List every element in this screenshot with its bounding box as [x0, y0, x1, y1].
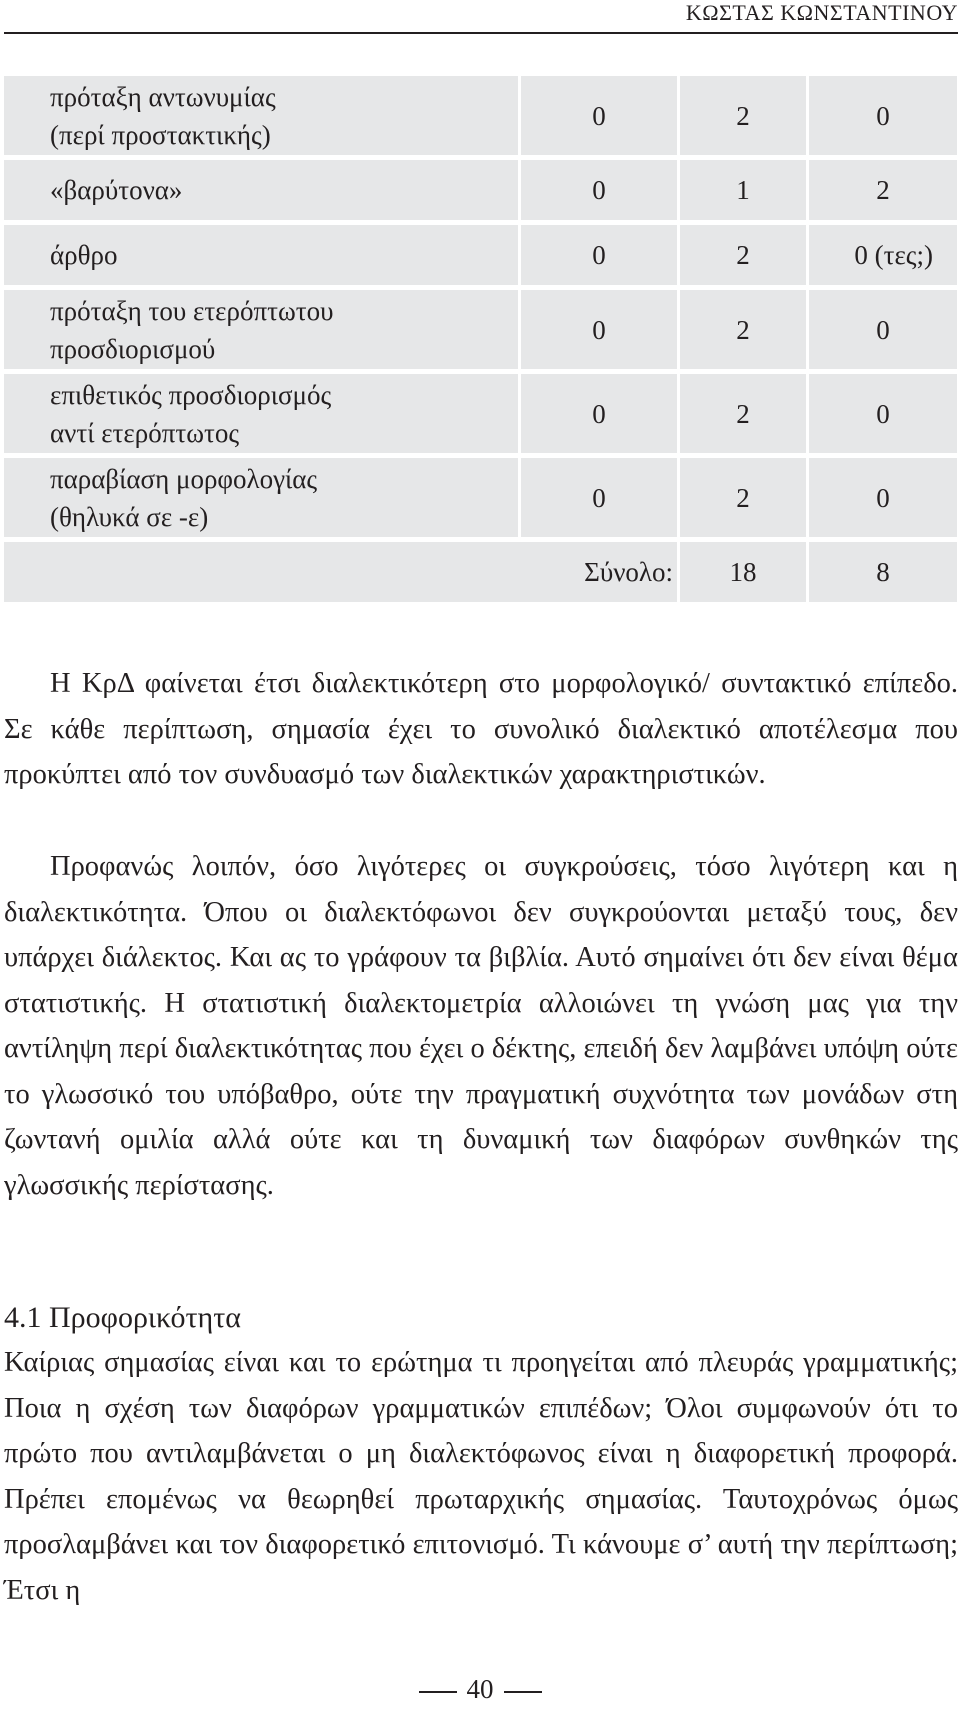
page-number: 40	[0, 1674, 960, 1705]
table-cell: 2	[680, 374, 806, 453]
table-cell: 2	[809, 160, 957, 220]
features-table	[4, 76, 958, 602]
table-cell: 0	[809, 76, 957, 155]
paragraph: Η ΚρΔ φαίνεται έτσι διαλεκτικότερη στο μορφολογικό/ συντακτικό επίπεδο. Σε κάθε περίπτωση, σημασία έχει το συνολικό διαλεκτικό αποτέλεσμα που προκύπτει από τον συνδυασμό των διαλεκτικών χαρακτηριστικών.	[4, 668, 958, 790]
table-cell: 2	[680, 76, 806, 155]
running-head: ΚΩΣΤΑΣ ΚΩΝΣΤΑΝΤΙΝΟΥ	[685, 0, 958, 25]
table-cell: 0	[521, 160, 677, 220]
table-cell: 0	[809, 458, 957, 537]
table-cell: 0	[809, 290, 957, 369]
table-cell: 0 (τες;)	[809, 225, 957, 285]
table-cell: 1	[680, 160, 806, 220]
table-row-label: επιθετικός προσδιορισμός αντί ετερόπτωτος	[4, 374, 518, 453]
paragraph: Καίριας σημασίας είναι και το ερώτημα τι προηγείται από πλευράς γραμματικής; Ποια η σχέση των διαφόρων γραμματικών επιπέδων; Όλοι συμφωνούν ότι το πρώτο που αντιλαμβάνεται ο μη διαλεκτόφωνος είναι η διαφορετική προφορά. Πρέπει επομένως να θεωρηθεί πρωταρχικής σημασίας. Ταυτοχρόνως όμως προσλαμβάνει και τον διαφορετικό επιτονισμό. Τι κάνουμε σ’ αυτή την περίπτωση; Έτσι η	[4, 1347, 958, 1606]
table-cell: 2	[680, 225, 806, 285]
table-cell: 0	[809, 374, 957, 453]
table-cell: 2	[680, 290, 806, 369]
table-cell: 2	[680, 458, 806, 537]
table-cell: 0	[521, 374, 677, 453]
section-heading: 4.1 Προφορικότητα	[4, 1301, 241, 1334]
table-cell: 0	[521, 76, 677, 155]
paragraph: Προφανώς λοιπόν, όσο λιγότερες οι συγκρούσεις, τόσο λιγότερη και η διαλεκτικότητα. Όπου οι διαλεκτόφωνοι δεν συγκρούονται μεταξύ τους, δεν υπάρχει διάλεκτος. Και ας το γράφουν τα βιβλία. Αυτό σημαίνει ότι δεν είναι θέμα στατιστικής. Η στατιστική διαλεκτομετρία αλλοιώνει τη γνώση μας για την αντίληψη περί διαλεκτικότητας που έχει ο δέκτης, επειδή δεν λαμβάνει υπόψη ούτε το γλωσσικό του υπόβαθρο, ούτε την πραγματική συχνότητα των μονάδων στη ζωντανή ομιλία αλλά ούτε και τη δυναμική των διαφόρων συνθηκών της γλωσσικής περίστασης.	[4, 851, 958, 1201]
table-cell: 0	[521, 225, 677, 285]
table-total-cell: 18	[680, 542, 806, 602]
table-row-label: πρόταξη αντωνυμίας (περί προστακτικής)	[4, 76, 518, 155]
table-row-label: «βαρύτονα»	[4, 160, 518, 220]
table-row-label: άρθρο	[4, 225, 518, 285]
table-total-label: Σύνολο:	[4, 542, 677, 602]
table-row-label: πρόταξη του ετερόπτωτου προσδιορισμού	[4, 290, 518, 369]
table-row-label: παραβίαση μορφολογίας (θηλυκά σε -ε)	[4, 458, 518, 537]
table-total-cell: 8	[809, 542, 957, 602]
table-cell: 0	[521, 290, 677, 369]
table-cell: 0	[521, 458, 677, 537]
header-rule	[4, 32, 958, 34]
